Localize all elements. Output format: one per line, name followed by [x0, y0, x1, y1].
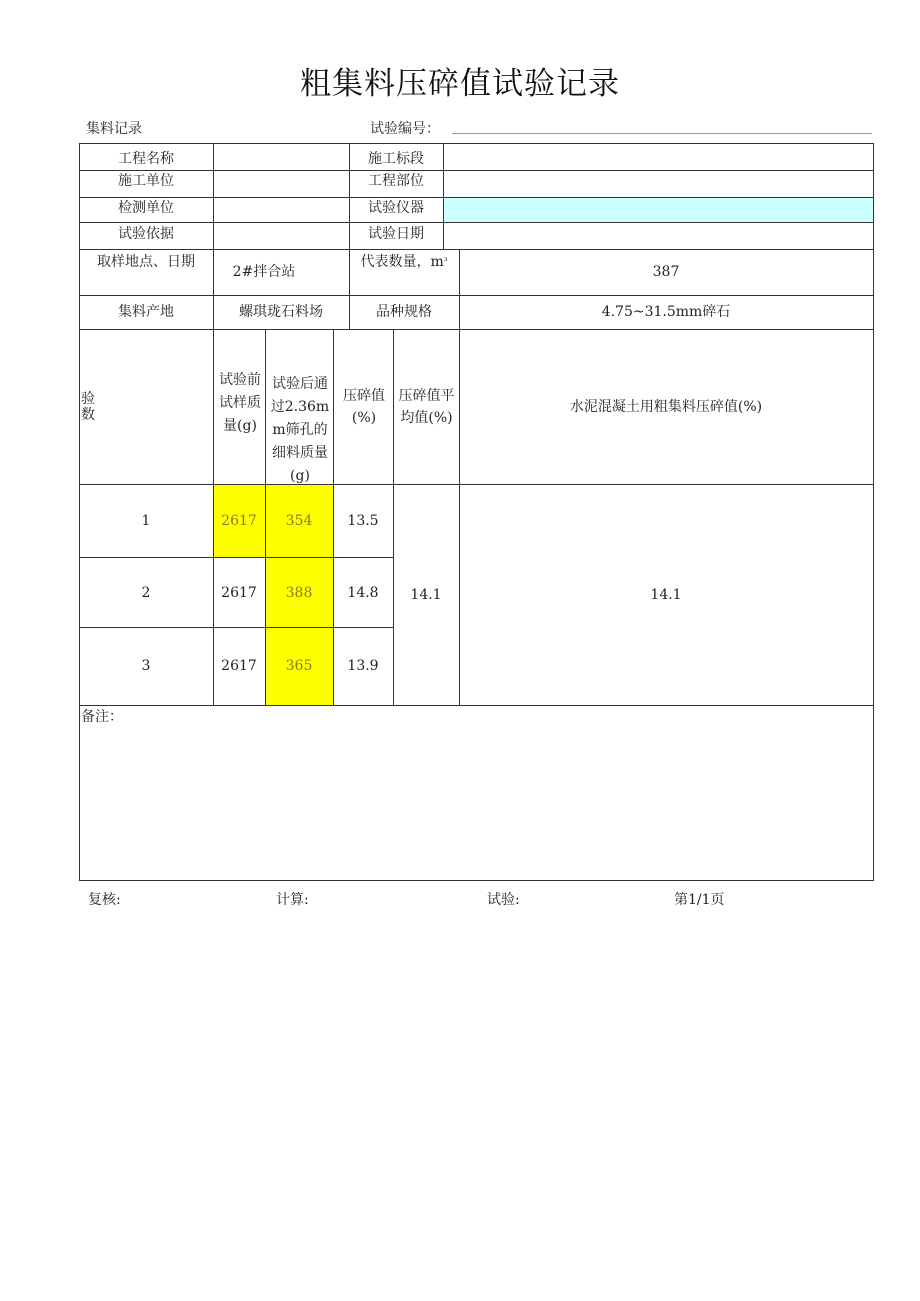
spec-label: 品种规格	[376, 303, 432, 320]
origin-label: 集料产地	[118, 303, 174, 320]
sampling-value[interactable]: 2#拌合站	[232, 263, 296, 280]
contractor-value[interactable]	[213, 170, 349, 197]
inspector-value[interactable]	[213, 197, 349, 222]
date-label: 试验日期	[368, 225, 424, 242]
row-1-crush: 13.5	[347, 513, 379, 529]
row-2-before[interactable]: 2617	[221, 584, 257, 601]
row-1-after[interactable]: 354	[285, 513, 313, 529]
basis-label: 试验依据	[118, 225, 174, 242]
instrument-label: 试验仪器	[368, 199, 424, 216]
project-name-value[interactable]	[213, 143, 349, 170]
col-header-crush: 压碎值(%)	[343, 388, 385, 426]
section-value[interactable]	[443, 143, 873, 170]
row-3-crush: 13.9	[347, 658, 379, 674]
col-header-after: 试验后通过2.36mm筛孔的细料质量(g)	[270, 376, 330, 484]
instrument-value[interactable]	[443, 197, 873, 222]
footer-calc: 计算:	[276, 892, 309, 908]
col-header-cement: 水泥混凝土用粗集料压碎值(%)	[569, 398, 763, 415]
quantity-label-text: 代表数量，m	[360, 253, 444, 270]
row-3-before[interactable]: 2617	[221, 658, 257, 674]
part-value[interactable]	[443, 170, 873, 197]
page-title: 粗集料压碎值试验记录	[300, 66, 620, 102]
footer-review: 复核:	[88, 892, 121, 908]
test-number-underline	[452, 133, 872, 134]
remarks-label: 备注：	[81, 709, 123, 725]
row-1-no: 1	[141, 513, 151, 529]
row-2-crush: 14.8	[347, 584, 379, 601]
row-3-no: 3	[141, 658, 151, 674]
origin-value[interactable]: 螺琪珑石料场	[239, 303, 323, 320]
col-header-avg: 压碎值平均值(%)	[398, 388, 455, 426]
quantity-label	[349, 251, 459, 273]
basis-value[interactable]	[213, 222, 349, 249]
footer-test: 试验:	[487, 892, 520, 908]
row-3-after[interactable]: 365	[285, 658, 313, 674]
contractor-label: 施工单位	[118, 173, 174, 189]
quantity-value[interactable]: 387	[652, 263, 680, 280]
project-name-label: 工程名称	[118, 150, 174, 167]
part-label: 工程部位	[368, 173, 424, 189]
record-table	[79, 143, 874, 881]
test-number-label: 试验编号：	[370, 121, 440, 137]
average-value: 14.1	[410, 586, 442, 603]
record-type-label: 集料记录	[86, 121, 142, 137]
sampling-label: 取样地点、日期	[97, 253, 195, 270]
quantity-label-sup: ³	[443, 256, 448, 267]
row-2-after[interactable]: 388	[285, 584, 313, 601]
cement-value: 14.1	[650, 586, 682, 603]
spec-value[interactable]: 4.75~31.5mm碎石	[601, 303, 731, 320]
footer-page: 第1/1页	[674, 892, 725, 908]
col-header-no: 验 数	[81, 390, 95, 423]
inspector-label: 检测单位	[118, 199, 174, 216]
section-label: 施工标段	[368, 150, 424, 167]
date-value[interactable]	[443, 222, 873, 249]
row-1-before[interactable]: 2617	[221, 513, 257, 529]
col-header-before: 试验前试样质量(g)	[219, 372, 261, 434]
row-2-no: 2	[141, 584, 151, 601]
